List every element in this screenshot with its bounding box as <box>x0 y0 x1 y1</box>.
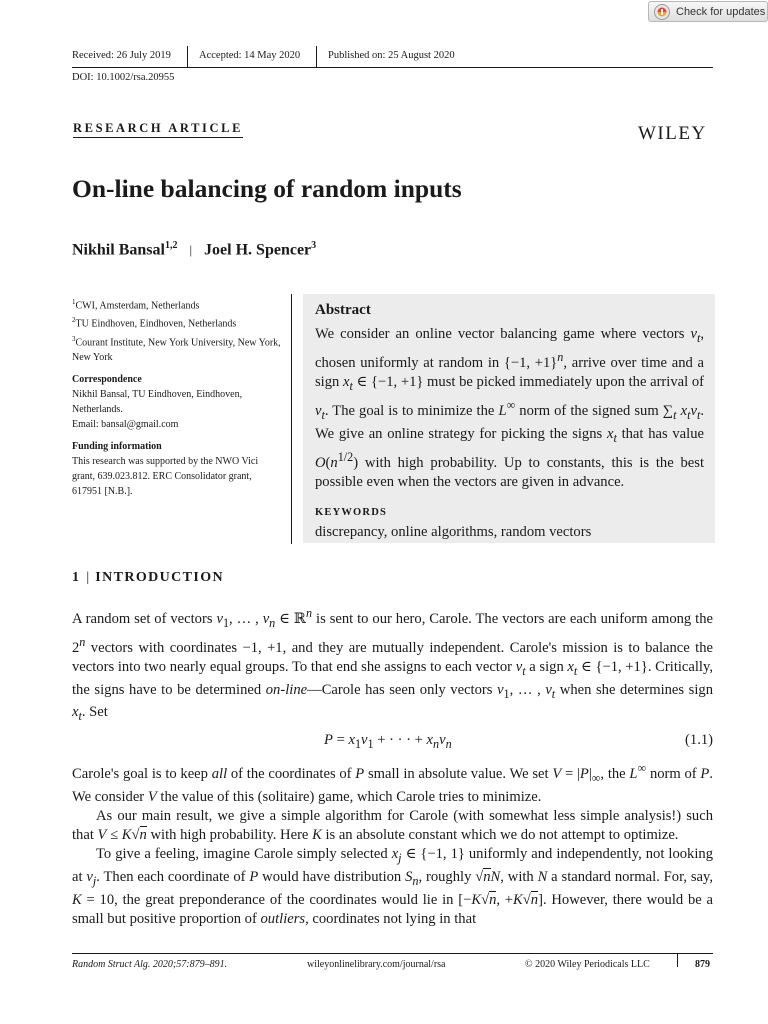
header-separator <box>187 46 188 67</box>
keywords-heading: KEYWORDS <box>315 506 388 518</box>
received-date: Received: 26 July 2019 <box>72 50 171 61</box>
abstract-box <box>303 294 715 543</box>
author-affiliation-ref: 3 <box>311 240 317 251</box>
page-number: 879 <box>695 959 710 970</box>
author-name: Joel H. Spencer <box>204 241 312 259</box>
doi: DOI: 10.1002/rsa.20955 <box>72 72 175 83</box>
body-text <box>72 604 713 929</box>
publisher-logo: WILEY <box>638 123 707 144</box>
correspondence-label: Correspondence <box>72 373 142 385</box>
correspondence-text: Nikhil Bansal, TU Eindhoven, Eindhoven, Netherlands. <box>72 388 243 415</box>
footer-separator <box>677 953 678 967</box>
column-divider <box>291 294 292 544</box>
section-heading <box>72 570 224 586</box>
affiliation: $^3$Courant Institute, New York University, New York, New York <box>72 334 281 363</box>
equation-number: (1.1) <box>685 732 713 749</box>
equation <box>72 731 713 754</box>
author-affiliation-ref: 1,2 <box>164 240 178 251</box>
paper-title: On-line balancing of random inputs <box>72 174 462 203</box>
paragraph: A random set of vectors $v_1$, … , $v_n$ ∈ ℝ$^n$ is sent to our hero, Carole. The vectors are each uniform among the 2$^n$ vectors with coordinates −1, +1, and they are mutually independent. Carole's mission is to balance the vectors into two nearly equal groups. To that end she assigns to each vector $v_t$ a sign $x_t$ ∈ {−1, +1}. Critically, the signs have to be determined on-line—Carole has seen only vectors $v_1$, … , $v_t$ when she determines sign $x_t$. Set <box>72 606 713 724</box>
check-for-updates-label: Check for updates <box>676 5 766 18</box>
abstract-text: We consider an online vector balancing game where vectors $v_t$, chosen uniformly at random in {−1, +1}$^n$, arrive over time and a sign $x_t$ ∈ {−1, +1} must be picked immediately upon the arrival of $v_t$. The goal is to minimize the L∞ norm of the signed sum $\sum_t$ $x_tv_t$. We give an online strategy for picking the signs $x_t$ that has value $O(n^{1/2})$ with high probability. Up to constants, this is the best possible even when the vectors are given in advance. <box>315 326 704 490</box>
author-info-column <box>72 295 282 499</box>
correspondence-email[interactable]: Email: bansal@gmail.com <box>72 418 179 430</box>
keywords-list: discrepancy, online algorithms, random vectors <box>315 523 592 540</box>
published-date: Published on: 25 August 2020 <box>328 50 455 61</box>
section-number: 1 <box>72 570 81 585</box>
affiliation: $^1$CWI, Amsterdam, Netherlands <box>72 298 200 312</box>
header-separator <box>316 46 317 67</box>
article-type-label: RESEARCH ARTICLE <box>73 121 243 138</box>
author-separator: | <box>189 242 193 258</box>
author-name: Nikhil Bansal <box>72 241 165 259</box>
funding-text: This research was supported by the NWO Vici grant, 639.023.812. ERC Consolidator grant, 617951 [N.B.]. <box>72 455 259 497</box>
accepted-date: Accepted: 14 May 2020 <box>199 50 301 61</box>
section-separator: | <box>86 570 90 585</box>
footer-copyright: © 2020 Wiley Periodicals LLC <box>525 959 650 970</box>
header-rule <box>72 67 713 68</box>
check-for-updates-icon <box>654 4 670 20</box>
author-list <box>72 240 316 259</box>
paragraph: As our main result, we give a simple algorithm for Carole (with somewhat less simple analysis!) such that V ≤ K√n with high probability. Here K is an absolute constant which we do not attempt to optimize. <box>72 808 713 844</box>
paragraph: To give a feeling, imagine Carole simply selected $x_j$ ∈ {−1, 1} uniformly and independently, not looking at $v_j$. Then each coordinate of P would have distribution $S_n$, roughly √nN, with N a standard normal. For, say, K = 10, the great preponderance of the coordinates would lie in [−K√n, +K√n]. However, there would be a small but positive proportion of outliers, coordinates not lying in that <box>72 846 714 927</box>
equation-body: $P = x_1v_1$ + · · · + $x_nv_n$ <box>324 732 452 752</box>
footer-rule <box>72 953 713 954</box>
abstract-heading: Abstract <box>315 302 371 318</box>
footer-url[interactable]: wileyonlinelibrary.com/journal/rsa <box>307 959 446 970</box>
affiliation: $^2$TU Eindhoven, Eindhoven, Netherlands <box>72 316 237 330</box>
section-title: INTRODUCTION <box>95 570 225 585</box>
paragraph: Carole's goal is to keep all of the coordinates of P small in absolute value. We set $V = |P|_\infty$, the L∞ norm of P. We consider V the value of this (solitaire) game, which Carole tries to minimize. <box>72 761 713 806</box>
funding-label: Funding information <box>72 440 162 452</box>
footer-journal: Random Struct Alg. 2020;57:879–891. <box>72 959 228 970</box>
check-for-updates-button[interactable] <box>648 1 768 22</box>
